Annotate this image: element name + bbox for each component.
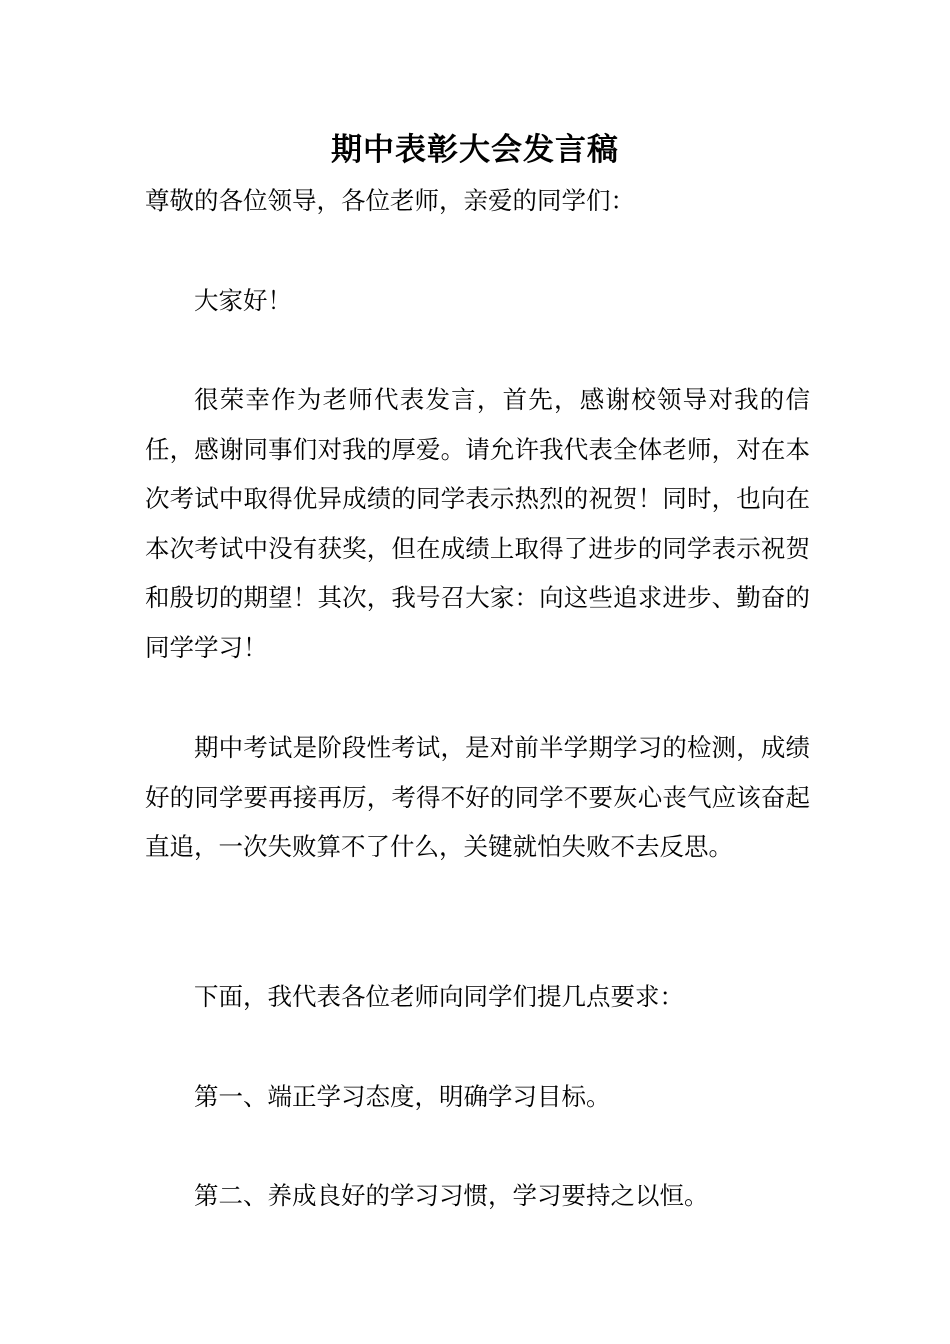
paragraph-greeting: 大家好！ <box>194 286 292 315</box>
paragraph-requirement-two: 第二、养成良好的学习习惯，学习要持之以恒。 <box>194 1181 709 1210</box>
paragraph-thanks: 很荣幸作为老师代表发言，首先，感谢校领导对我的信任，感谢同事们对我的厚爱。请允许我代表全体老师，对在本次考试中取得优异成绩的同学表示热烈的祝贺！同时，也向在本次考试中没有获奖，但在成绩上取得了进步的同学表示祝贺和殷切的期望！其次，我号召大家：向这些追求进步、勤奋的同学学习！ <box>145 385 810 662</box>
document-title: 期中表彰大会发言稿 <box>331 132 619 168</box>
paragraph-midterm-exam: 期中考试是阶段性考试，是对前半学期学习的检测，成绩好的同学要再接再厉，考得不好的同学不要灰心丧气应该奋起直追，一次失败算不了什么，关键就怕失败不去反思。 <box>145 733 810 861</box>
paragraph-requirement-one: 第一、端正学习态度，明确学习目标。 <box>194 1082 611 1111</box>
salutation: 尊敬的各位领导，各位老师，亲爱的同学们： <box>145 186 635 215</box>
paragraph-requirements-intro: 下面，我代表各位老师向同学们提几点要求： <box>194 982 684 1011</box>
